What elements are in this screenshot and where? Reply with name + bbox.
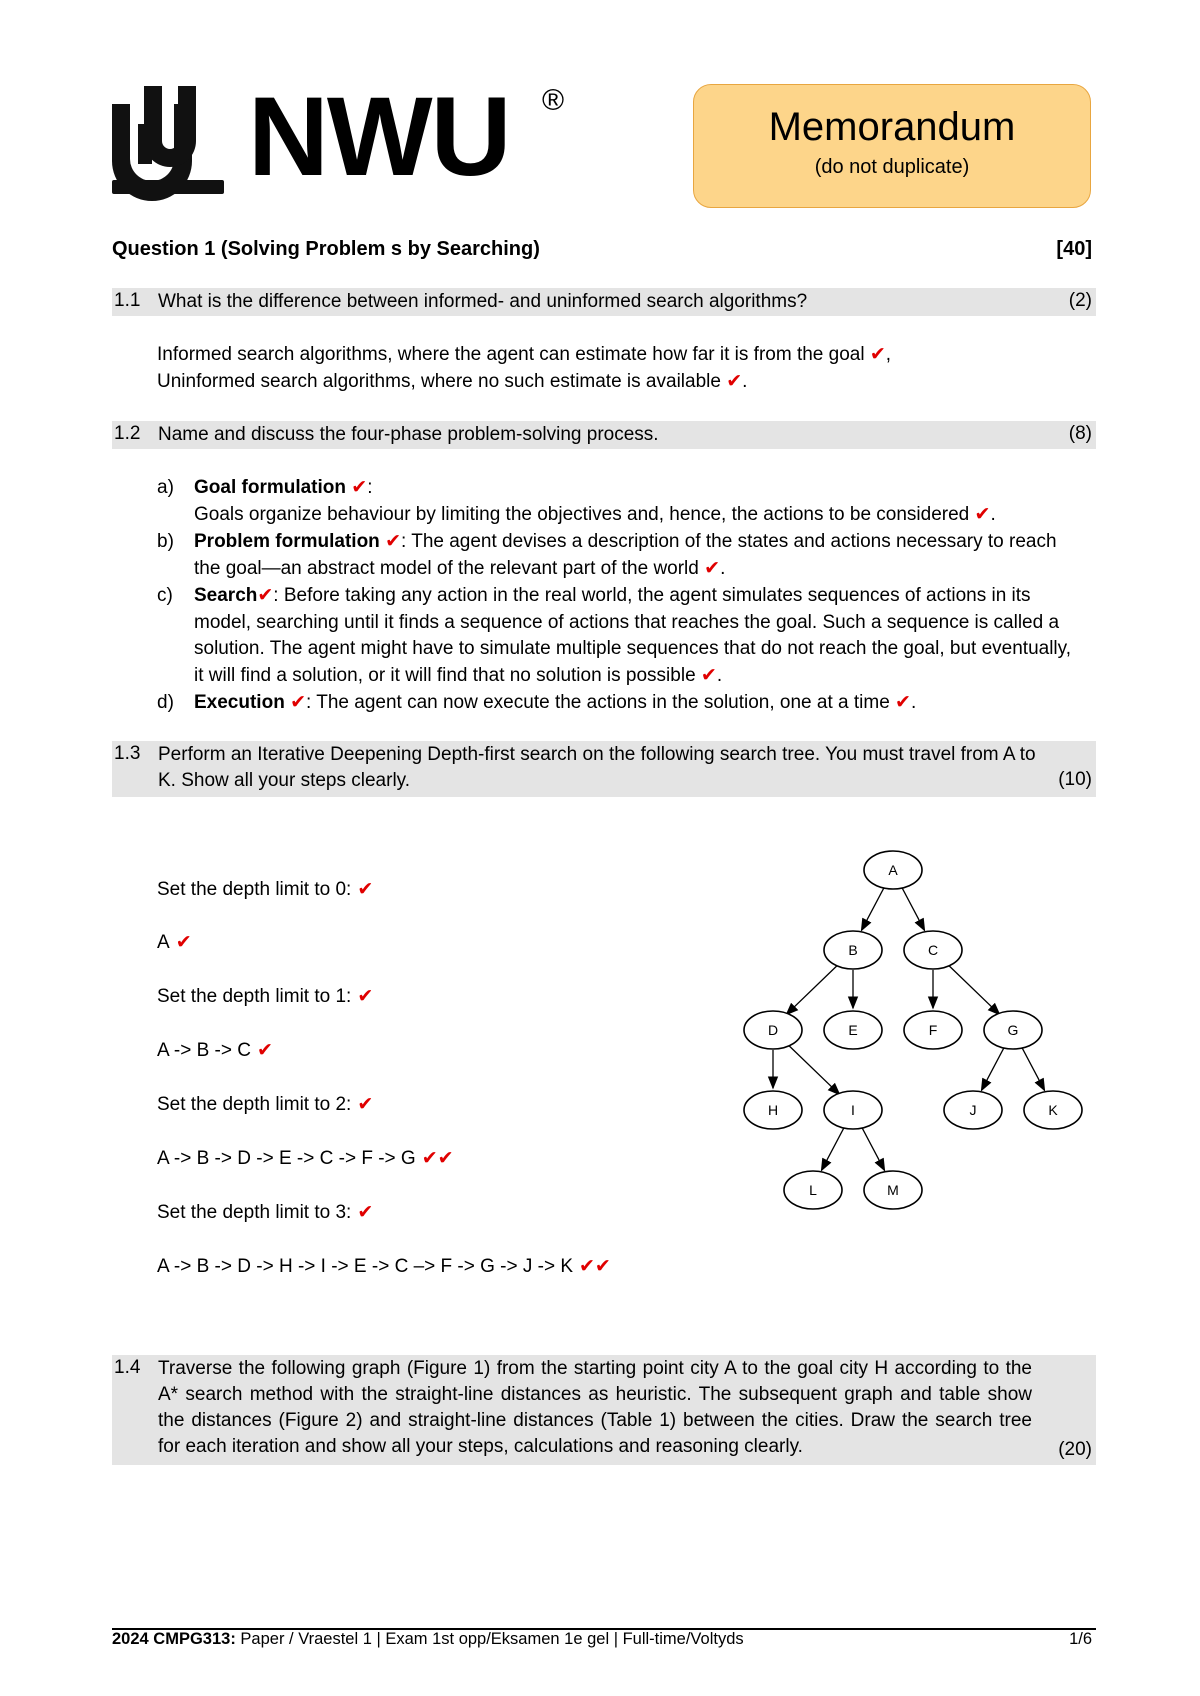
question-points: (20) — [1058, 1439, 1092, 1460]
tree-node-L — [784, 1171, 842, 1209]
question-heading — [112, 238, 1092, 261]
tick-mark: ✔ — [700, 664, 717, 686]
question-text: Traverse the following graph (Figure 1) from the starting point city A to the goal city H according to the A* search method with the straight-line distances as heuristic. The subsequent graph and table show the distances (Figure 2) and straight-line distances (Table 1) between the cities. Draw the search tree for each iteration and show all your steps, calculations and reasoning clearly. — [158, 1358, 1032, 1457]
tree-node-label: H — [767, 1102, 779, 1118]
question-points: (10) — [1058, 769, 1092, 790]
tree-node-label: D — [767, 1022, 779, 1038]
tick-mark: ✔ — [726, 370, 743, 392]
tree-node-label: L — [809, 1182, 817, 1198]
tree-node-C — [904, 931, 962, 969]
tree-node-label: F — [928, 1022, 938, 1038]
tree-node-I — [824, 1091, 882, 1129]
tick-mark: ✔ — [357, 879, 374, 900]
tree-node-M — [864, 1171, 922, 1209]
tick-mark: ✔ — [895, 692, 911, 713]
tree-node-label: K — [1048, 1102, 1058, 1118]
question-1-1-bar — [112, 288, 1096, 316]
nwu-logo — [112, 74, 582, 202]
tree-node-G — [984, 1011, 1042, 1049]
tree-node-label: C — [927, 942, 939, 958]
footer-details: Paper / Vraestel 1 | Exam 1st opp/Eksamen 1e gel | Full-time/Voltyds — [240, 1630, 744, 1648]
iddfs-step — [157, 985, 373, 1008]
question-text: Perform an Iterative Deepening Depth-first search on the following search tree. You must travel from A to K. Show all your steps clearly. — [158, 744, 1036, 791]
answer-line: Uninformed search algorithms, where no such estimate is available ✔. — [157, 370, 748, 392]
tick-mark: ✔ — [290, 692, 307, 713]
logo-text: NWU — [248, 74, 510, 199]
search-tree-diagram — [730, 848, 1100, 1218]
answer-line: Informed search algorithms, where the agent can estimate how far it is from the goal ✔, — [157, 344, 892, 365]
question-number: 1.1 — [114, 290, 141, 311]
tree-node-label: M — [887, 1182, 899, 1198]
tick-mark: ✔ — [869, 344, 886, 365]
iddfs-step — [157, 1039, 273, 1062]
step-text: A -> B -> D -> E -> C -> F -> G — [157, 1148, 416, 1169]
tick-mark: ✔ — [175, 932, 192, 953]
step-text: Set the depth limit to 3: — [157, 1202, 352, 1223]
footer-page: 1/6 — [1069, 1630, 1092, 1648]
tree-edge-G-K — [1022, 1048, 1044, 1091]
iddfs-step — [157, 1093, 373, 1116]
tree-edge-C-G — [947, 964, 999, 1014]
tree-node-label: E — [848, 1022, 858, 1038]
question-marks: [40] — [1056, 238, 1092, 260]
tree-node-label: A — [888, 862, 898, 878]
footer — [112, 1630, 1092, 1649]
memo-title: Memorandum — [768, 105, 1016, 149]
tick-mark: ✔✔ — [579, 1256, 611, 1277]
tree-node-label: B — [848, 942, 858, 958]
tree-edge-A-C — [902, 888, 924, 931]
tick-mark: ✔ — [357, 986, 374, 1007]
tree-edge-D-I — [787, 1044, 839, 1094]
tick-mark: ✔ — [357, 1094, 374, 1115]
step-text: Set the depth limit to 0: — [157, 879, 352, 900]
question-1-4-bar — [112, 1355, 1096, 1465]
question-number: 1.3 — [114, 743, 141, 764]
tick-mark: ✔ — [257, 585, 274, 606]
question-number: 1.2 — [114, 423, 141, 444]
tree-node-H — [744, 1091, 802, 1129]
question-title: Question 1 (Solving Problem s by Searching) — [112, 238, 540, 260]
search-tree — [730, 848, 1100, 1218]
tree-node-B — [824, 931, 882, 969]
tick-mark: ✔✔ — [421, 1148, 454, 1169]
tree-node-label: G — [1007, 1022, 1019, 1038]
tick-mark: ✔ — [704, 557, 721, 579]
tree-node-J — [944, 1091, 1002, 1129]
iddfs-step — [157, 1255, 611, 1278]
iddfs-step — [157, 878, 373, 901]
tick-mark: ✔ — [385, 531, 401, 552]
answer-1-1 — [157, 342, 1077, 395]
tree-node-label: I — [851, 1102, 855, 1118]
step-text: A — [157, 932, 170, 953]
question-number: 1.4 — [114, 1357, 141, 1378]
tick-mark: ✔ — [351, 477, 368, 498]
step-text: A -> B -> C — [157, 1040, 251, 1061]
tree-edge-G-J — [981, 1048, 1003, 1091]
question-text: Name and discuss the four-phase problem-solving process. — [158, 424, 659, 445]
tick-mark: ✔ — [974, 503, 991, 525]
iddfs-step — [157, 1201, 373, 1224]
step-text: Set the depth limit to 1: — [157, 986, 352, 1007]
question-1-2-bar — [112, 421, 1096, 449]
tree-edge-I-M — [862, 1128, 884, 1171]
tree-node-A — [864, 851, 922, 889]
memo-subtitle: (do not duplicate) — [814, 156, 970, 178]
question-points: (2) — [1068, 290, 1092, 311]
memorandum-box — [693, 84, 1091, 208]
iddfs-step — [157, 931, 192, 954]
tick-mark: ✔ — [357, 1202, 374, 1223]
tree-node-F — [904, 1011, 962, 1049]
tree-edge-A-B — [861, 888, 883, 931]
tree-edge-B-D — [786, 964, 838, 1014]
step-text: Set the depth limit to 2: — [157, 1094, 352, 1115]
registered-mark: ® — [542, 84, 565, 117]
tree-edge-I-L — [821, 1128, 843, 1171]
tree-node-label: J — [969, 1102, 977, 1118]
question-text: What is the difference between informed- and uninformed search algorithms? — [158, 291, 808, 312]
footer-course: 2024 CMPG313: — [112, 1630, 236, 1648]
iddfs-step — [157, 1147, 454, 1170]
tree-node-E — [824, 1011, 882, 1049]
step-text: A -> B -> D -> H -> I -> E -> C –> F -> G -> J -> K — [157, 1256, 574, 1277]
question-1-3-bar — [112, 741, 1096, 797]
tree-node-K — [1024, 1091, 1082, 1129]
question-points: (8) — [1068, 423, 1092, 444]
tree-node-D — [744, 1011, 802, 1049]
tick-mark: ✔ — [256, 1040, 273, 1061]
